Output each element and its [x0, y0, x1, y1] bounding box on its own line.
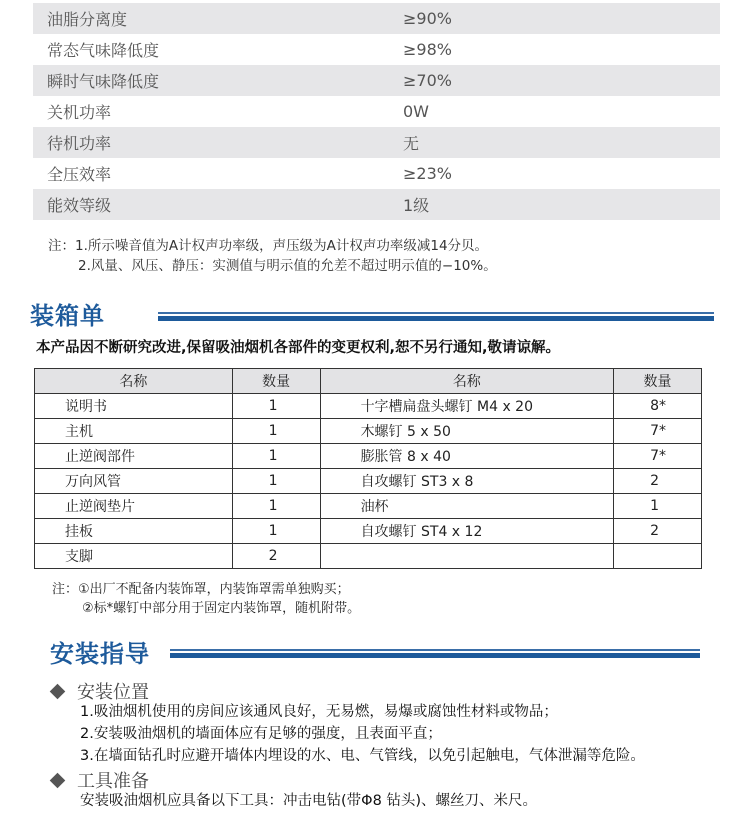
spec-label: 常态气味降低度: [47, 41, 160, 60]
item-qty: 1: [232, 394, 320, 419]
diamond-bullet-icon: [50, 683, 66, 699]
table-row: [35, 394, 702, 419]
item-qty-2: 1: [614, 494, 702, 519]
tools-text: 安装吸油烟机应具备以下工具：冲击电钻(带Φ8 钻头)、螺丝刀、米尺。: [80, 793, 538, 809]
spec-row: [33, 65, 720, 96]
spec-table: [33, 3, 720, 220]
spec-value: ≥90%: [403, 9, 452, 28]
spec-row: [33, 34, 720, 65]
install-tools-text: [80, 790, 537, 812]
packing-note-line: ②标*螺钉中部分用于固定内装饰罩，随机附带。: [82, 601, 361, 616]
table-row: [35, 519, 702, 544]
spec-value: ≥23%: [403, 164, 452, 183]
item-qty: 1: [232, 469, 320, 494]
spec-row: [33, 158, 720, 189]
install-position-list: [80, 701, 645, 767]
spec-value: 1级: [403, 196, 430, 215]
table-row: [35, 419, 702, 444]
spec-label: 能效等级: [47, 196, 112, 215]
header-name-2: 名称: [320, 369, 614, 394]
spec-row: [33, 189, 720, 220]
spec-value: 无: [403, 134, 420, 153]
item-name-2: 油杯: [320, 494, 614, 519]
item-name-2: 自攻螺钉 ST4 x 12: [320, 519, 614, 544]
spec-label: 油脂分离度: [47, 10, 128, 29]
spec-value: ≥70%: [403, 71, 452, 90]
install-title: 安装指导: [50, 640, 150, 668]
item-qty: 1: [232, 519, 320, 544]
item-name-2: 木螺钉 5 x 50: [320, 419, 614, 444]
packing-notice: 本产品因不断研究改进,保留吸油烟机各部件的变更权利,恕不另行通知,敬请谅解。: [36, 340, 561, 356]
item-name: 止逆阀垫片: [35, 494, 233, 519]
header-qty: 数量: [232, 369, 320, 394]
table-header-row: [35, 369, 702, 394]
spec-label: 全压效率: [47, 165, 112, 184]
packing-title: 装箱单: [30, 302, 105, 330]
item-name: 说明书: [35, 394, 233, 419]
item-qty: 1: [232, 494, 320, 519]
table-row: [35, 544, 702, 569]
header-name: 名称: [35, 369, 233, 394]
item-name: 主机: [35, 419, 233, 444]
spec-label: 瞬时气味降低度: [47, 72, 160, 91]
item-name-2: [320, 544, 614, 569]
list-item: 2.安装吸油烟机的墙面体应有足够的强度，且表面平直；: [80, 726, 442, 742]
item-name: 止逆阀部件: [35, 444, 233, 469]
spec-row: [33, 127, 720, 158]
title-divider: [170, 649, 700, 658]
subheading-label: 安装位置: [77, 682, 149, 703]
item-qty-2: 2: [614, 469, 702, 494]
spec-label: 关机功率: [47, 103, 112, 122]
item-qty-2: 7*: [614, 419, 702, 444]
item-qty-2: [614, 544, 702, 569]
item-name: 万向风管: [35, 469, 233, 494]
subheading-label: 工具准备: [77, 771, 149, 792]
packing-notes: [52, 580, 360, 618]
diamond-bullet-icon: [50, 772, 66, 788]
title-divider: [158, 312, 714, 321]
table-row: [35, 469, 702, 494]
spec-label: 待机功率: [47, 134, 112, 153]
item-name: 支脚: [35, 544, 233, 569]
spec-note-line: 2.风量、风压、静压：实测值与明示值的允差不超过明示值的−10%。: [78, 258, 497, 274]
spec-notes: [48, 236, 497, 276]
spec-value: 0W: [403, 102, 429, 121]
packing-table: [34, 368, 702, 569]
item-qty: 2: [232, 544, 320, 569]
packing-note-line: 注：①出厂不配备内装饰罩，内装饰罩需单独购买；: [52, 582, 350, 597]
item-name: 挂板: [35, 519, 233, 544]
table-row: [35, 494, 702, 519]
item-qty-2: 2: [614, 519, 702, 544]
item-qty-2: 8*: [614, 394, 702, 419]
list-item: 1.吸油烟机使用的房间应该通风良好，无易燃，易爆或腐蚀性材料或物品；: [80, 704, 558, 720]
spec-value: ≥98%: [403, 40, 452, 59]
item-name-2: 膨胀管 8 x 40: [320, 444, 614, 469]
table-row: [35, 444, 702, 469]
item-name-2: 自攻螺钉 ST3 x 8: [320, 469, 614, 494]
item-qty-2: 7*: [614, 444, 702, 469]
item-qty: 1: [232, 419, 320, 444]
header-qty-2: 数量: [614, 369, 702, 394]
spec-note-line: 注：1.所示噪音值为A计权声功率级，声压级为A计权声功率级减14分贝。: [48, 238, 489, 254]
spec-row: [33, 3, 720, 34]
list-item: 3.在墙面钻孔时应避开墙体内埋设的水、电、气管线，以免引起触电，气体泄漏等危险。: [80, 748, 645, 764]
item-name-2: 十字槽扁盘头螺钉 M4 x 20: [320, 394, 614, 419]
item-qty: 1: [232, 444, 320, 469]
spec-row: [33, 96, 720, 127]
